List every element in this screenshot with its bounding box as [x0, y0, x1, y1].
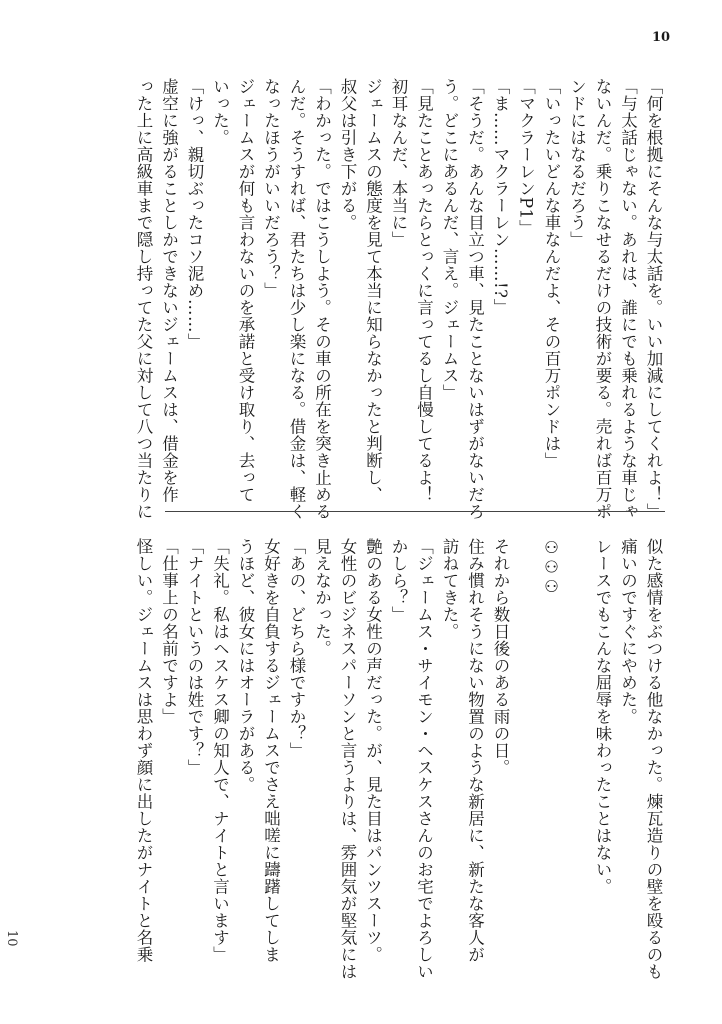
text-line: レースでもこんな屈辱を味わったことはない。 — [593, 538, 612, 895]
text-line: 見えなかった。 — [312, 538, 332, 657]
text-line: んだ。そうすれば、君たちは少し楽になる。借金は、軽く — [287, 78, 306, 520]
text-line: かしら？」 — [389, 538, 408, 623]
lower-text-block — [131, 538, 667, 980]
text-line: 怪しい。ジェームスは思わず顔に出したがナイトと名乗 — [134, 538, 153, 963]
text-line: ないんだ。乗りこなせるだけの技術が要る。売れば百万ポ — [593, 78, 612, 520]
text-line — [564, 538, 590, 958]
text-line: いった。 — [210, 78, 230, 146]
text-line: 「ま……マクラーレン……!?」 — [491, 78, 510, 316]
text-line: 「わかった。ではこうしよう。その車の所在を突き止める — [312, 78, 332, 520]
text-line: 住み慣れそうにない物置のような新居に、新たな客人が — [465, 538, 485, 963]
text-line: なったほうがいいだろう？」 — [261, 78, 281, 299]
text-line: 「見たことあったらとっくに言ってるし自慢してるよ！ — [414, 78, 434, 503]
text-line: 「失礼。私はヘスケス卿の知人で、ナイトと言います」 — [210, 538, 230, 963]
section-divider — [165, 511, 665, 512]
text-line: 「ナイトというのは姓です？」 — [185, 538, 204, 776]
text-line: 「あの、どちら様ですか？」 — [287, 538, 306, 759]
text-line: 訪ねてきた。 — [440, 538, 459, 640]
text-line: 「いったいどんな車なんだよ、その百万ポンドは」 — [542, 78, 561, 469]
text-line: 「そうだ。あんな目立つ車、見たことないはずがないだろ — [465, 78, 485, 520]
text-line: 「ジェームス・サイモン・ヘスケスさんのお宅でよろしい — [414, 538, 434, 980]
text-line: 女好きを自負するジェームスでさえ咄嗟に躊躇してしま — [261, 538, 281, 963]
text-line: 痛いのですぐにやめた。 — [618, 538, 638, 725]
text-line: ジェームスが何も言わないのを承諾と受け取り、去って — [236, 78, 255, 503]
upper-text-block — [131, 78, 667, 520]
text-line: った上に高級車まで隠し持ってた父に対して八つ当たりに — [134, 78, 153, 520]
text-line: ⚇⚇⚇ — [542, 538, 561, 597]
text-line: ジェームスの態度を見て本当に知らなかったと判断し、 — [363, 78, 383, 503]
text-line: うほど、彼女にはオーラがある。 — [236, 538, 255, 793]
text-line: 虚空に強がることしかできないジェームスは、借金を作 — [159, 78, 179, 503]
text-line: 叔父は引き下がる。 — [338, 78, 357, 231]
text-line: 艶のある女性の声だった。が、見た目はパンツスーツ。 — [363, 538, 383, 963]
text-line: 「仕事上の名前ですよ」 — [159, 538, 179, 725]
text-line: 初耳なんだ、本当に」 — [389, 78, 408, 248]
text-line: 女性のビジネスパーソンと言うよりは、雰囲気が堅気には — [338, 538, 357, 980]
text-line — [513, 538, 539, 958]
text-line: ンドにはなるだろう」 — [567, 78, 587, 248]
text-line: 似た感情をぶつける他なかった。煉瓦造りの壁を殴るのも — [644, 538, 663, 980]
text-line: 「与太話じゃない。あれは、誰にでも乗れるような車じゃ — [618, 78, 638, 520]
text-line: 「マクラーレンP1」 — [516, 78, 536, 237]
text-line: 「何を根拠にそんな与太話を。いい加減にしてくれよ！」 — [644, 78, 663, 520]
text-line: それから数日後のある雨の日。 — [491, 538, 510, 776]
side-page-number: 10 — [4, 930, 19, 947]
text-line: う。どこにあるんだ、言え。ジェームス」 — [440, 78, 459, 401]
page-number: 10 — [652, 30, 671, 45]
text-line: 「けっ、親切ぶったコソ泥め……」 — [185, 78, 204, 350]
